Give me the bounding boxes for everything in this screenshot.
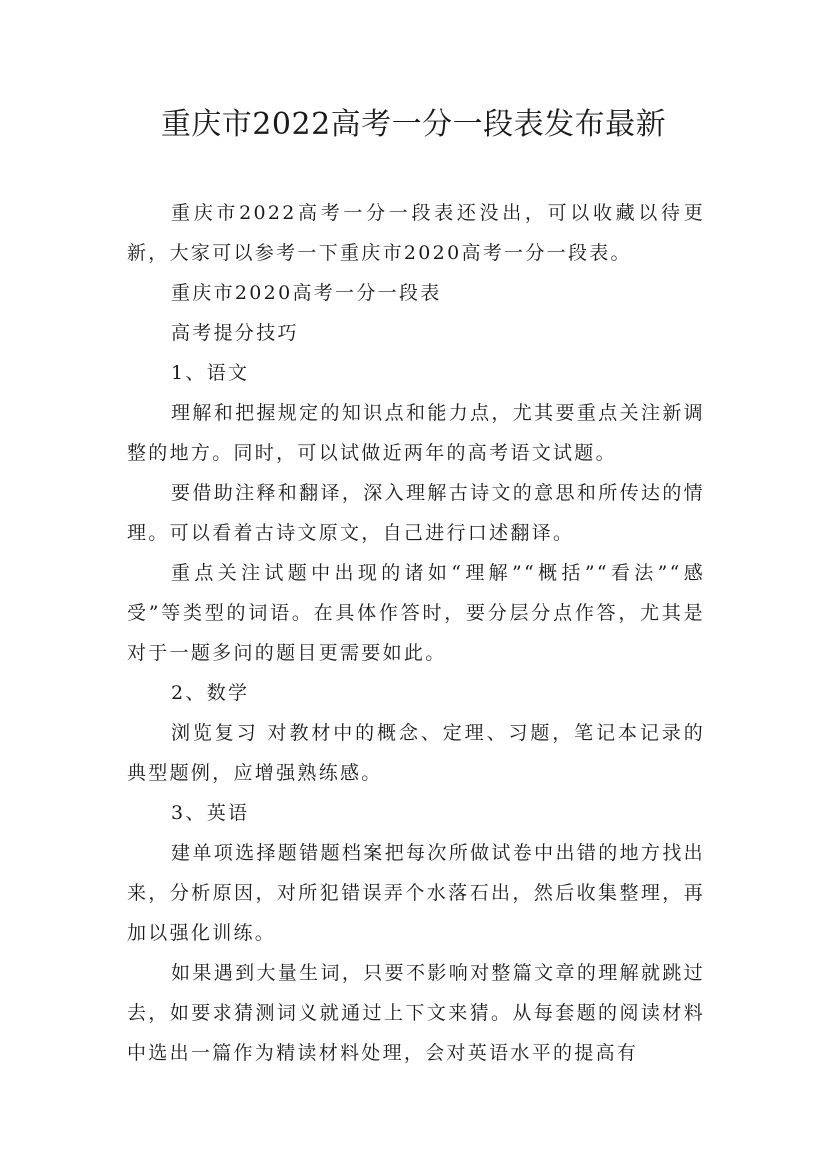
subheading-chinese: 1、语文	[171, 362, 250, 384]
document-body	[127, 193, 705, 1073]
document-title: 重庆市2022高考一分一段表发布最新	[160, 107, 667, 142]
paragraph-chinese-3: 重点关注试题中出现的诸如“理解”“概括”“看法”“感受”等类型的词语。在具体作答时，要分层分点作答，尤其是对于一题多问的题目更需要如此。	[127, 562, 705, 664]
paragraph-math-1: 浏览复习 对教材中的概念、定理、习题，笔记本记录的典型题例，应增强熟练感。	[127, 722, 705, 784]
paragraph-table-title: 重庆市2020高考一分一段表	[171, 282, 442, 304]
paragraph-intro: 重庆市2022高考一分一段表还没出，可以收藏以待更新，大家可以参考一下重庆市2020高考一分一段表。	[127, 202, 705, 264]
section-heading-tips: 高考提分技巧	[171, 322, 299, 344]
paragraph-english-1: 建单项选择题错题档案把每次所做试卷中出错的地方找出来，分析原因，对所犯错误弄个水落石出，然后收集整理，再加以强化训练。	[127, 842, 705, 944]
paragraph-chinese-2: 要借助注释和翻译，深入理解古诗文的意思和所传达的情理。可以看着古诗文原文，自己进行口述翻译。	[127, 482, 705, 544]
subheading-english: 3、英语	[171, 802, 250, 824]
subheading-math: 2、数学	[171, 682, 250, 704]
paragraph-english-2: 如果遇到大量生词，只要不影响对整篇文章的理解就跳过去，如要求猜测词义就通过上下文来猜。从每套题的阅读材料中选出一篇作为精读材料处理，会对英语水平的提高有	[127, 962, 705, 1064]
paragraph-chinese-1: 理解和把握规定的知识点和能力点，尤其要重点关注新调整的地方。同时，可以试做近两年的高考语文试题。	[127, 402, 705, 464]
